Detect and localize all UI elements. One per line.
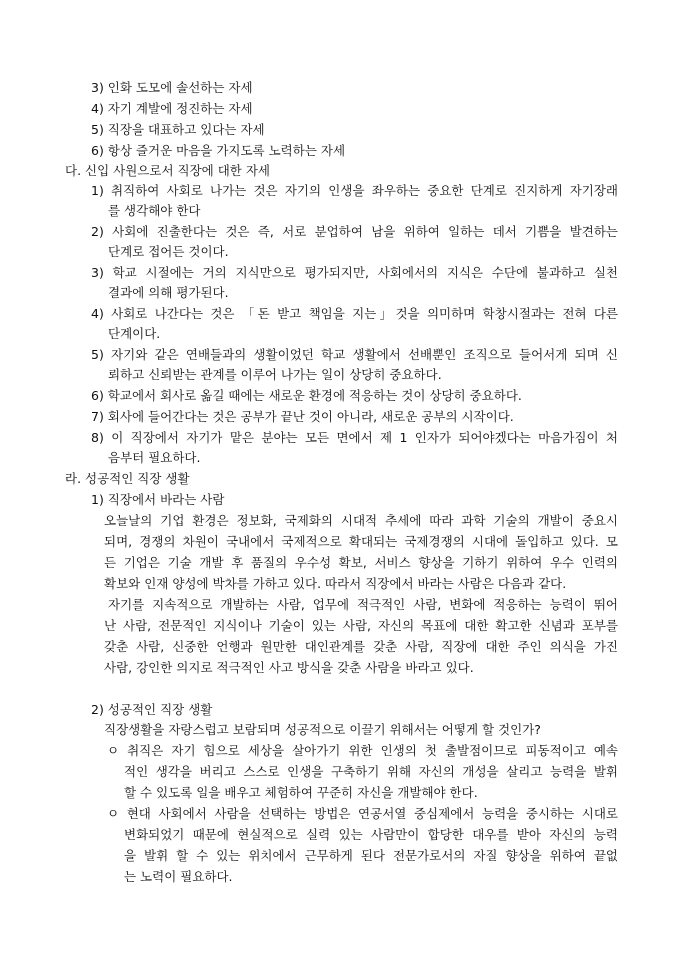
paragraph-line: 난 사람, 전문적인 지식이나 기술이 있는 사람, 자신의 목표에 대한 확고한 신념과 포부를 [104, 618, 618, 633]
paragraph-line: 확보와 인재 양성에 박차를 가하고 있다. 따라서 직장에서 바라는 사람은 다음과 같다. [104, 576, 567, 591]
paragraph-line: 자기를 지속적으로 개발하는 사람, 업무에 적극적인 사람, 변화에 적응하는 능력이 뛰어 [108, 597, 618, 612]
bullet-item-continuation: 을 발휘 할 수 있는 위치에서 근무하게 된다 전문가로서의 자질 향상을 위하여 끝없 [124, 848, 618, 863]
list-item-continuation: 단계이다. [108, 326, 161, 341]
bullet-item-continuation: 적인 생각을 버리고 스스로 인생을 구축하기 위해 자신의 개성을 살리고 능력을 발휘 [124, 764, 618, 779]
section-heading: 다. 신입 사원으로서 직장에 대한 자세 [65, 163, 270, 178]
paragraph-line: 오늘날의 기업 환경은 정보화, 국제화의 시대적 추세에 따라 과학 기술의 개발이 중요시 [104, 513, 618, 528]
list-item: 2) 사회에 진출한다는 것은 즉, 서로 분업하여 남을 위하여 일하는 데서 기쁨을 발견하는 [91, 224, 618, 239]
list-item: 3) 학교 시절에는 거의 지식만으로 평가되지만, 사회에서의 지식은 수단에 불과하고 실천 [91, 265, 618, 280]
list-item: 7) 회사에 들어간다는 것은 공부가 끝난 것이 아니라, 새로운 공부의 시작이다. [91, 409, 514, 424]
list-item-continuation: 뢰하고 신뢰받는 관계를 이루어 나가는 일이 상당히 중요하다. [108, 367, 442, 382]
paragraph-line: 갖춘 사람, 신중한 언행과 원만한 대인관계를 갖춘 사람, 직장에 대한 주인 의식을 가진 [104, 639, 618, 654]
list-item-continuation: 결과에 의해 평가된다. [108, 285, 229, 300]
bullet-item-continuation: 변화되었기 때문에 현실적으로 실력 있는 사람만이 합당한 대우를 받아 자신의 능력 [124, 827, 618, 842]
list-item-continuation: 를 생각해야 한다 [108, 203, 201, 218]
list-item: 5) 직장을 대표하고 있다는 자세 [91, 122, 265, 137]
list-item: 5) 자기와 같은 연배들과의 생활이었던 학교 생활에서 선배뿐인 조직으로 들어서게 되며 신 [91, 347, 618, 362]
section-heading: 라. 성공적인 직장 생활 [65, 471, 190, 486]
paragraph-line: 든 기업은 기술 개발 후 품질의 우수성 확보, 서비스 향상을 기하기 위하여 우수 인력의 [104, 555, 618, 570]
bullet-item-continuation: 는 노력이 필요하다. [124, 869, 233, 884]
list-item-continuation: 음부터 필요하다. [108, 450, 201, 465]
list-item: 4) 사회로 나간다는 것은 「돈 받고 책임을 지는」것을 의미하며 학창시절과는 전혀 다른 [91, 306, 618, 321]
paragraph-line: 사람, 강인한 의지로 적극적인 사고 방식을 갖춘 사람을 바라고 있다. [104, 660, 474, 675]
list-item: 6) 항상 즐거운 마음을 가지도록 노력하는 자세 [91, 143, 346, 158]
list-item: 4) 자기 계발에 정진하는 자세 [91, 101, 253, 116]
list-item: 6) 학교에서 회사로 옮길 때에는 새로운 환경에 적응하는 것이 상당히 중요하다. [91, 388, 522, 403]
subsection-heading: 1) 직장에서 바라는 사람 [91, 492, 225, 507]
paragraph-line: 직장생활을 자랑스럽고 보람되며 성공적으로 이끌기 위해서는 어떻게 할 것인가? [104, 722, 541, 737]
list-item-continuation: 단계로 접어든 것이다. [108, 244, 229, 259]
subsection-heading: 2) 성공적인 직장 생활 [91, 702, 213, 717]
bullet-item: ㅇ 현대 사회에서 사람을 선택하는 방법은 연공서열 중심제에서 능력을 중시하는 시대로 [107, 806, 618, 821]
bullet-item-continuation: 할 수 있도록 일을 배우고 체험하여 꾸준히 자신을 개발해야 한다. [124, 785, 478, 800]
paragraph-line: 되며, 경쟁의 차원이 국내에서 국제적으로 확대되는 국제경쟁의 시대에 돌입하고 있다. 모 [104, 534, 618, 549]
list-item: 8) 이 직장에서 자기가 맡은 분야는 모든 면에서 제 1 인자가 되어야겠다는 마음가짐이 처 [91, 430, 618, 445]
bullet-item: ㅇ 취직은 자기 힘으로 세상을 살아가기 위한 인생의 첫 출발점이므로 피동적이고 예속 [107, 743, 618, 758]
list-item: 3) 인화 도모에 솔선하는 자세 [91, 80, 253, 95]
list-item: 1) 취직하여 사회로 나가는 것은 자기의 인생을 좌우하는 중요한 단계로 진지하게 자기장래 [91, 183, 618, 198]
